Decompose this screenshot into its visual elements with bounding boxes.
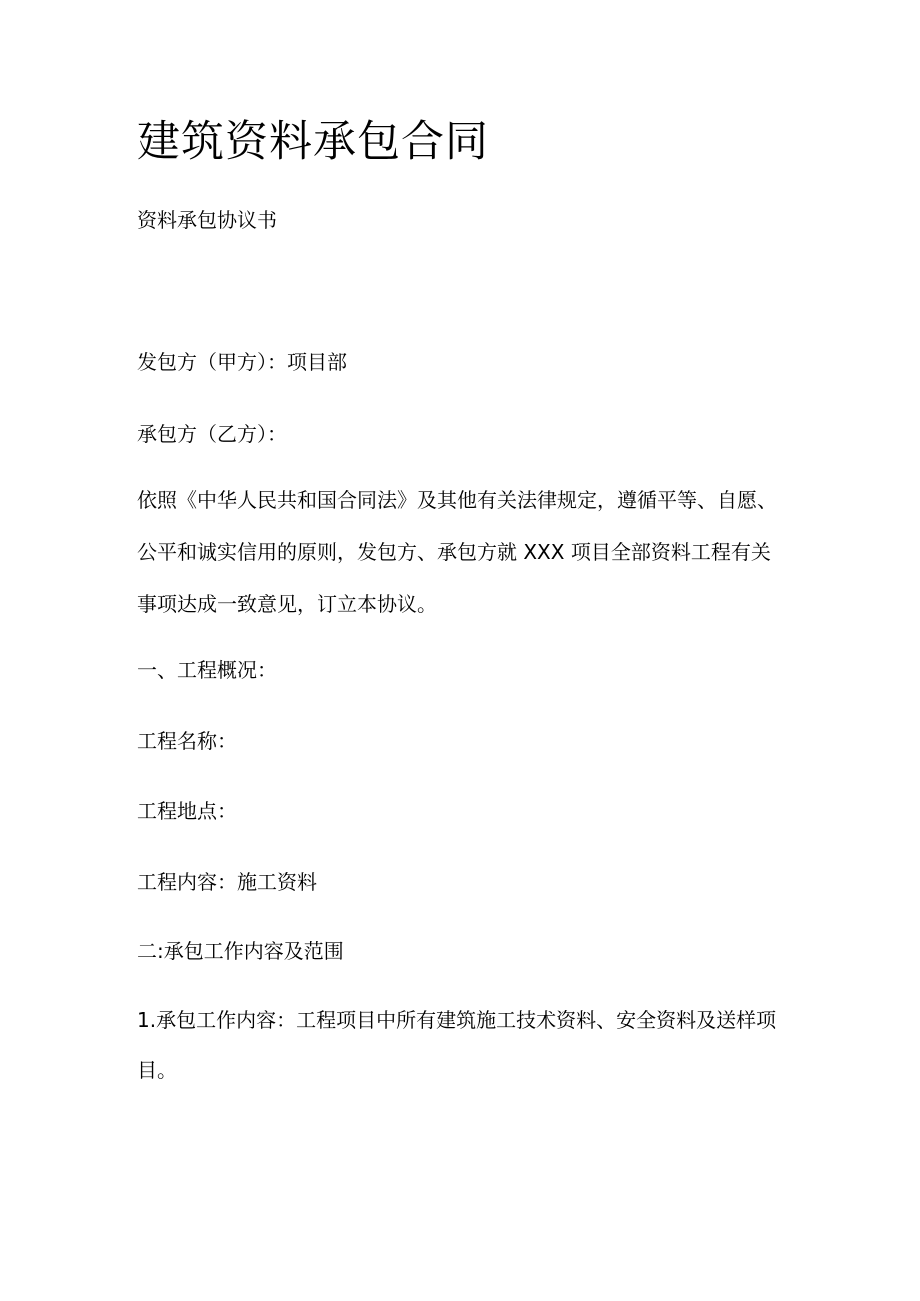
preamble-line-1: 依照《中华人民共和国合同法》及其他有关法律规定，遵循平等、自愿、 xyxy=(137,488,777,512)
section-1-heading: 一、工程概况： xyxy=(137,658,277,682)
project-location-line: 工程地点： xyxy=(137,799,237,823)
item-1-line-2: 目。 xyxy=(137,1058,177,1082)
preamble-line-2: 公平和诚实信用的原则，发包方、承包方就 XXX 项目全部资料工程有关 xyxy=(137,540,771,564)
party-b-line: 承包方（乙方）： xyxy=(137,422,287,446)
preamble-line-3: 事项达成一致意见，订立本协议。 xyxy=(137,592,437,616)
section-2-heading: 二:承包工作内容及范围 xyxy=(137,939,344,963)
project-content-line: 工程内容：施工资料 xyxy=(137,870,317,894)
project-name-line: 工程名称： xyxy=(137,729,237,753)
item-1-line-1: 1.承包工作内容：工程项目中所有建筑施工技术资料、安全资料及送样项 xyxy=(137,1008,777,1032)
party-a-line: 发包方（甲方）：项目部 xyxy=(137,350,347,374)
document-subtitle: 资料承包协议书 xyxy=(137,208,277,232)
document-title: 建筑资料承包合同 xyxy=(137,117,489,167)
